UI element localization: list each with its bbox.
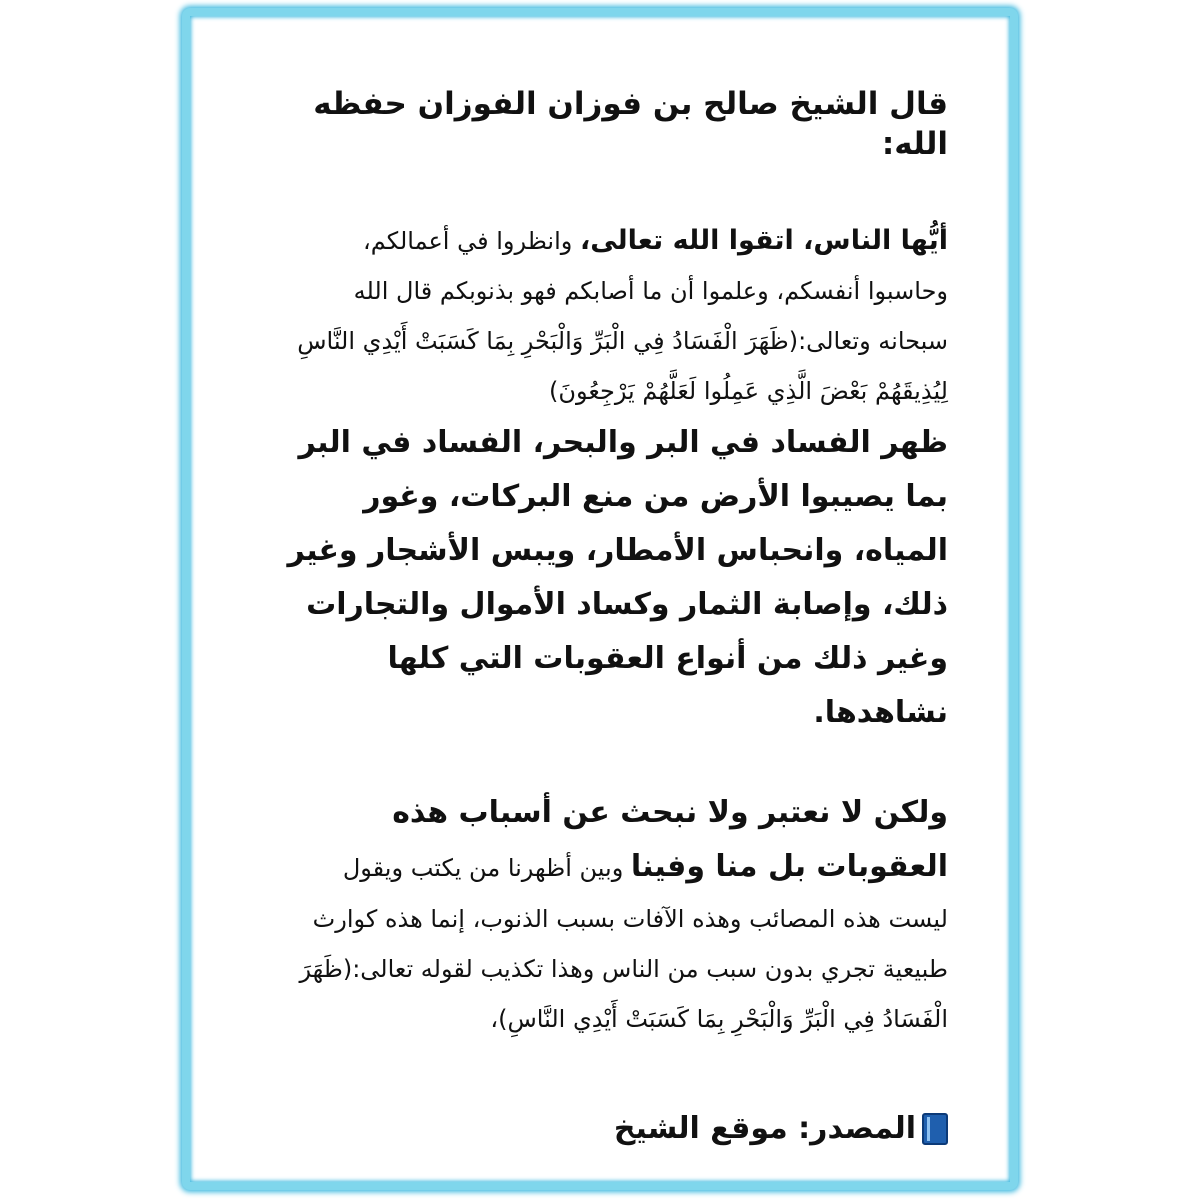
source-label: المصدر: موقع الشيخ [613,1111,916,1146]
paragraph-3-body: وبين أظهرنا من يكتب ويقول ليست هذه المصائب وهذه الآفات بسبب الذنوب، إنما هذه كوارث طبيعية تجري بدون سبب من الناس وهذا تكذيب لقوله تعالى:(ظَهَرَ الْفَسَادُ فِي الْبَرِّ وَالْبَحْرِ بِمَا كَسَبَتْ أَيْدِي النَّاسِ)، [299,854,948,1033]
paragraph-1-intro: أيُّها الناس، اتقوا الله تعالى، [579,225,948,256]
blue-book-icon [922,1113,948,1145]
spacer [280,164,948,216]
spacer [280,740,948,786]
paragraph-3 [280,786,948,1044]
paragraph-3-bold: ولكن لا نعتبر ولا نبحث عن أسباب هذه العقوبات بل منا وفينا [392,795,948,884]
paragraph-1 [280,216,948,416]
document-heading: قال الشيخ صالح بن فوزان الفوزان حفظه الله: [313,86,948,162]
document-frame [182,8,1018,1190]
document-body [280,74,948,1044]
source-line [614,1111,948,1146]
paragraph-1-body: وانظروا في أعمالكم، وحاسبوا أنفسكم، وعلموا أن ما أصابكم فهو بذنوبكم قال الله سبحانه وتعالى:(ظَهَرَ الْفَسَادُ فِي الْبَرِّ وَالْبَحْرِ بِمَا كَسَبَتْ أَيْدِي النَّاسِ لِيُذِيقَهُمْ بَعْضَ الَّذِي عَمِلُوا لَعَلَّهُمْ يَرْجِعُونَ) [297,227,948,405]
paragraph-2: ظهر الفساد في البر والبحر، الفساد في البر بما يصيبوا الأرض من منع البركات، وغور المياه، وانحباس الأمطار، ويبس الأشجار وغير ذلك، وإصابة الثمار وكساد الأموال والتجارات وغير ذلك من أنواع العقوبات التي كلها نشاهدها. [287,425,948,730]
